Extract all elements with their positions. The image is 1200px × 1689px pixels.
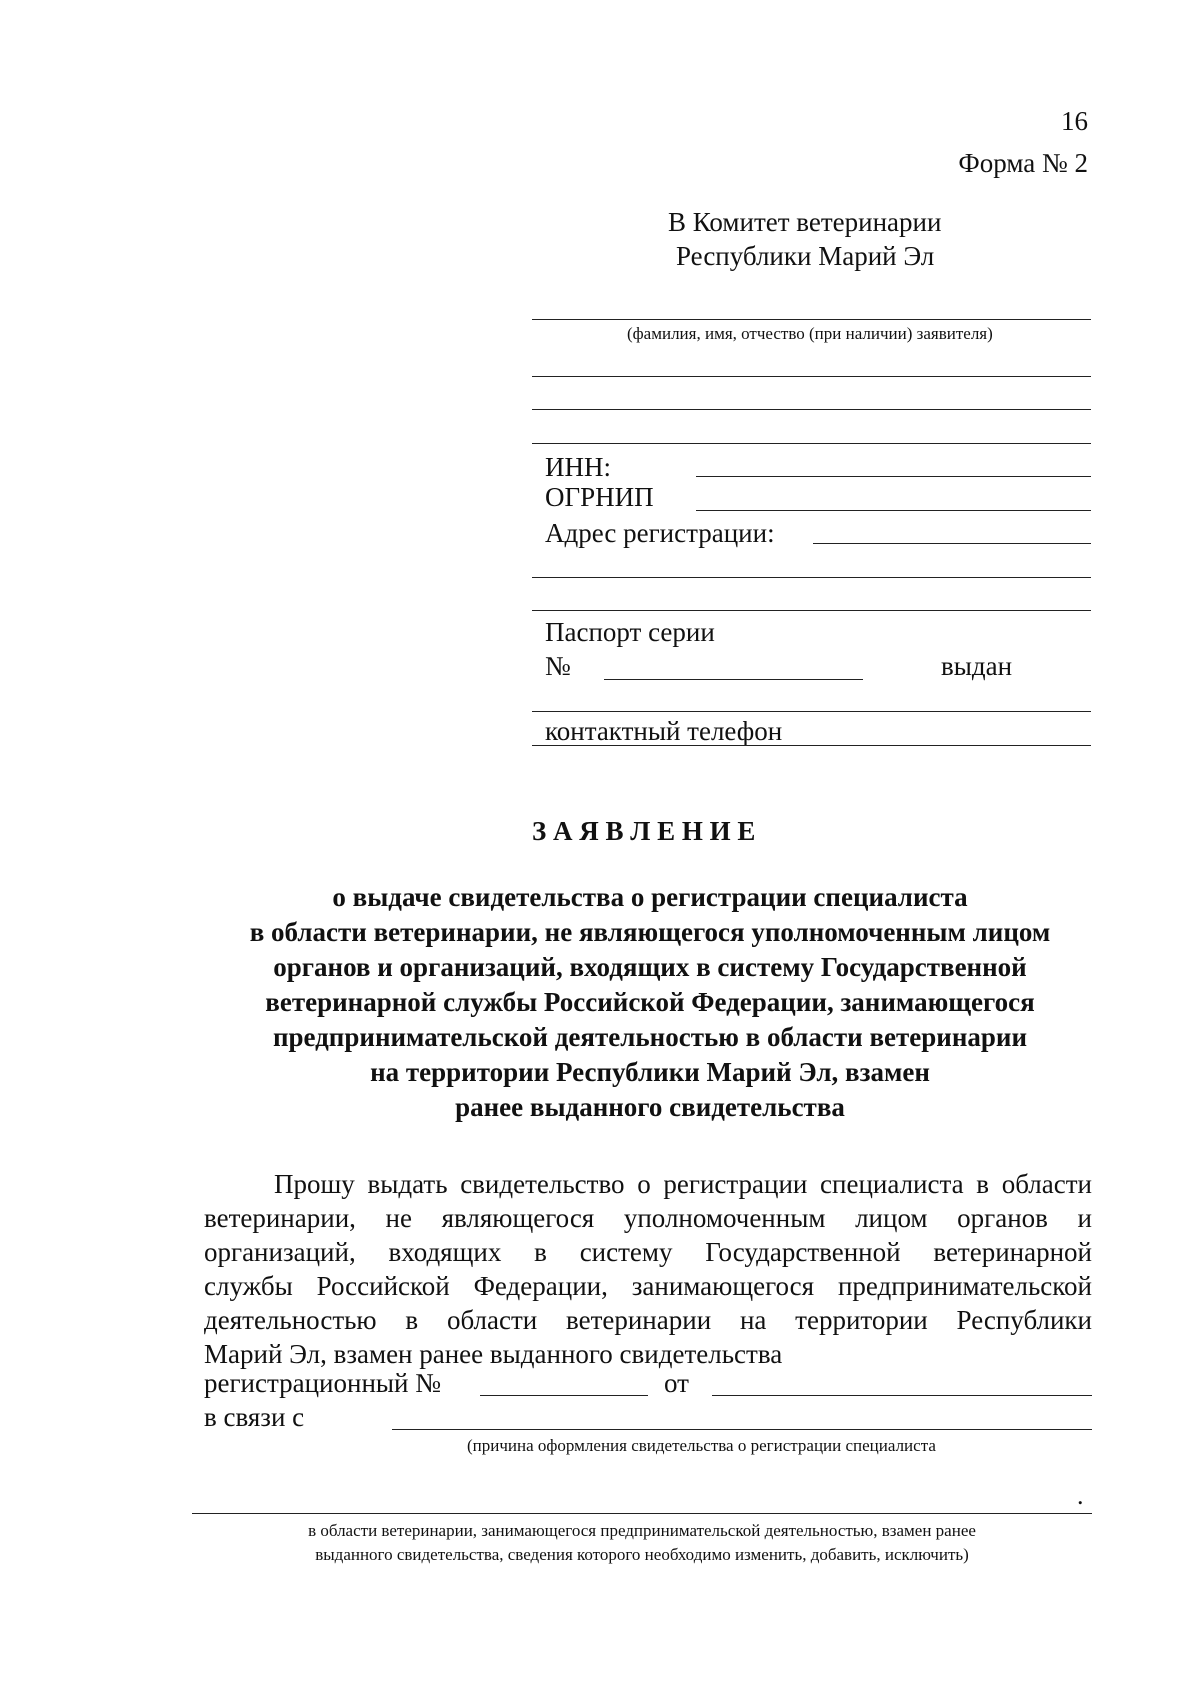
subtitle-line: органов и организаций, входящих в систему Государственной	[273, 952, 1027, 982]
passport-label: Паспорт серии	[545, 617, 715, 647]
fio-line[interactable]	[532, 319, 1091, 320]
fio-extra-line-2[interactable]	[532, 409, 1091, 410]
body-line: Марий Эл, взамен ранее выданного свидетельства	[204, 1339, 783, 1369]
bottom-caption-line: в области ветеринарии, занимающегося предпринимательской деятельностью, взамен ранее	[308, 1521, 976, 1540]
address-label: Адрес регистрации:	[545, 518, 775, 548]
subtitle-line: в области ветеринарии, не являющегося уполномоченным лицом	[249, 917, 1051, 947]
inn-label: ИНН:	[545, 452, 611, 482]
address-extra-line-1[interactable]	[532, 577, 1091, 578]
body-paragraph	[204, 1167, 1092, 1371]
addressee-line-1: В Комитет ветеринарии	[668, 207, 942, 237]
body-line: организаций, входящих в систему Государственной ветеринарной	[204, 1237, 1092, 1267]
passport-issued-label: выдан	[941, 651, 1013, 681]
bottom-caption	[192, 1519, 1092, 1567]
page-number: 16	[1061, 106, 1088, 136]
body-line: Прошу выдать свидетельство о регистрации специалиста в области	[274, 1169, 1092, 1199]
fio-extra-line-1[interactable]	[532, 376, 1091, 377]
address-field-line[interactable]	[813, 543, 1091, 544]
ogrnip-field-line[interactable]	[696, 510, 1091, 511]
passport-number-sign: №	[545, 651, 571, 681]
reason-caption: (причина оформления свидетельства о регистрации специалиста	[467, 1436, 936, 1455]
document-subtitle	[150, 880, 1150, 1125]
inn-field-line[interactable]	[696, 476, 1091, 477]
document-title: З А Я В Л Е Н И Е	[532, 816, 756, 846]
reason-extra-line[interactable]	[192, 1513, 1092, 1514]
subtitle-line: ветеринарной службы Российской Федерации, занимающегося	[265, 987, 1035, 1017]
from-label: от	[664, 1368, 689, 1398]
ogrnip-label: ОГРНИП	[545, 482, 654, 512]
address-extra-line-2[interactable]	[532, 610, 1091, 611]
passport-issued-line[interactable]	[532, 711, 1091, 712]
subtitle-line: предпринимательской деятельностью в области ветеринарии	[272, 1022, 1028, 1052]
body-line: ветеринарии, не являющегося уполномоченным лицом органов и	[204, 1203, 1092, 1233]
reason-label: в связи с	[204, 1402, 305, 1432]
reg-number-label: регистрационный №	[204, 1368, 442, 1398]
trailing-dot: .	[1077, 1481, 1084, 1510]
fio-caption: (фамилия, имя, отчество (при наличии) заявителя)	[627, 324, 993, 343]
addressee-line-2: Республики Марий Эл	[676, 241, 935, 271]
body-line: деятельностью в области ветеринарии на территории Республики	[204, 1305, 1092, 1335]
reg-number-field-line[interactable]	[480, 1395, 648, 1396]
subtitle-line: о выдаче свидетельства о регистрации специалиста	[332, 882, 968, 912]
body-line: службы Российской Федерации, занимающегося предпринимательской	[204, 1271, 1092, 1301]
subtitle-line: на территории Республики Марий Эл, взамен	[370, 1057, 930, 1087]
fio-extra-line-3[interactable]	[532, 443, 1091, 444]
reg-date-field-line[interactable]	[712, 1395, 1092, 1396]
subtitle-line: ранее выданного свидетельства	[455, 1092, 845, 1122]
form-label: Форма № 2	[958, 148, 1088, 178]
bottom-caption-line: выданного свидетельства, сведения которого необходимо изменить, добавить, исключить)	[315, 1545, 969, 1564]
reason-field-line[interactable]	[392, 1429, 1092, 1430]
phone-field-line[interactable]	[532, 745, 1091, 746]
passport-number-line[interactable]	[604, 679, 863, 680]
phone-label: контактный телефон	[545, 716, 783, 746]
